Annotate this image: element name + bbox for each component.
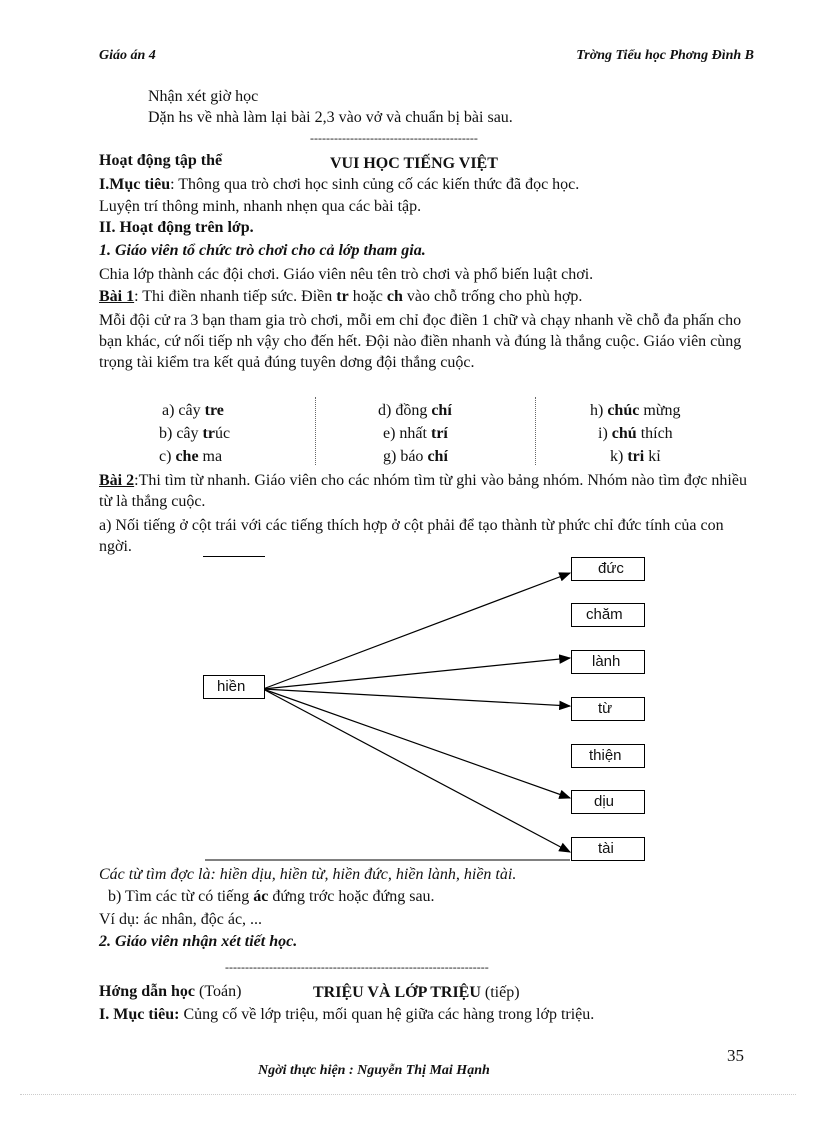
activity-heading: Hoạt động tập thể <box>99 152 223 169</box>
guide-title: TRIỆU VÀ LỚP TRIỆU <box>313 984 481 1001</box>
target-word: lành <box>592 653 621 670</box>
objective-label: I.Mục tiêu <box>99 176 171 193</box>
source-box <box>203 675 265 699</box>
subheading-2: 2. Giáo viên nhận xét tiết học. <box>99 933 298 950</box>
target-word: chăm <box>586 606 623 623</box>
header-left: Giáo án 4 <box>99 48 156 63</box>
bai1-paragraph: Mỗi đội cử ra 3 bạn tham gia trò chơi, mỗi em chỉ đọc điền 1 chữ và chạy nhanh về chỗ đa phấn cho bạn khác, cứ nối tiếp nh vậy cho đến hết. Đội nào điền nhanh và đúng là thắng cuộc. Giáo viên cùng trọng tài kiểm tra kết quả đúng tuyên dơng đội thắng cuộc. <box>99 312 742 371</box>
cell-pre: d) đồng <box>378 402 432 419</box>
cell-pre: h) <box>590 402 608 419</box>
target-word: từ <box>598 700 613 717</box>
cell-post: ma <box>198 448 223 465</box>
page-edge <box>20 1094 796 1095</box>
target-box-diu <box>571 790 645 814</box>
target-word: dịu <box>594 793 615 810</box>
cell-bold: tre <box>204 402 224 419</box>
guide-title-line <box>313 984 520 1002</box>
objective-line-2: Luyện trí thông minh, nhanh nhẹn qua các bài tập. <box>99 198 422 215</box>
arrow-to-lành <box>263 658 570 689</box>
cell-bold: trí <box>430 425 448 442</box>
intro-line-1: Nhận xét giờ học <box>148 88 259 105</box>
arrow-to-dịu <box>263 689 570 798</box>
cell-post: mừng <box>639 402 681 419</box>
bai1-tr: tr <box>336 288 349 305</box>
activity-title: VUI HỌC TIẾNG VIỆT <box>330 155 498 172</box>
target-box-cham <box>571 603 645 627</box>
arrow-to-từ <box>263 689 570 706</box>
guide-objective-line <box>99 1006 594 1024</box>
cell-bold: tr <box>202 425 215 442</box>
subheading-1-text: Chia lớp thành các đội chơi. Giáo viên nêu tên trò chơi và phổ biến luật chơi. <box>99 266 594 283</box>
target-word: tài <box>598 840 614 857</box>
cell-post: kỉ <box>644 448 661 465</box>
b-task-line <box>108 888 435 906</box>
guide-heading-line <box>99 983 241 1001</box>
target-word: đức <box>598 560 624 577</box>
guide-objective-text: Củng cố về lớp triệu, mối quan hệ giữa các hàng trong lớp triệu. <box>179 1006 595 1023</box>
cell-post: thích <box>636 425 673 442</box>
subheading-1: 1. Giáo viên tổ chức trò chơi cho cả lớp tham gia. <box>99 242 426 259</box>
guide-objective-label: I. Mục tiêu: <box>99 1006 180 1023</box>
source-word: hiền <box>217 678 246 695</box>
bai2-a-text: a) Nối tiếng ở cột trái với các tiếng thích hợp ở cột phải để tạo thành từ phức chỉ đức tính của con ngời. <box>99 517 724 555</box>
example-line: Ví dụ: ác nhân, độc ác, ... <box>99 911 263 928</box>
cell-bold: tri <box>627 448 645 465</box>
guide-heading-sub: (Toán) <box>195 983 242 1000</box>
bai1-text-c: vào chỗ trống cho phù hợp. <box>402 288 583 305</box>
bai1-text-b: hoặc <box>348 288 387 305</box>
page-number: 35 <box>727 1046 744 1065</box>
bai2-text: :Thi tìm từ nhanh. Giáo viên cho các nhóm tìm từ ghi vào bảng nhóm. Nhóm nào tìm đợc nhiều từ là thắng cuộc. <box>99 472 747 510</box>
objective-text: : Thông qua trò chơi học sinh củng cố các kiến thức đã đọc học. <box>170 176 580 193</box>
cell-pre: i) <box>598 425 612 442</box>
arrow-to-đức <box>263 573 570 689</box>
target-box-duc <box>571 557 645 581</box>
footer-author: Ngời thực hiện : Nguyễn Thị Mai Hạnh <box>258 1063 490 1078</box>
target-box-tai <box>571 837 645 861</box>
cell-bold: chí <box>427 448 448 465</box>
cell-pre: a) cây <box>162 402 205 419</box>
answers-line: Các từ tìm đợc là: hiền dịu, hiền từ, hiền đức, hiền lành, hiền tài. <box>99 866 517 883</box>
bai1-label: Bài 1 <box>99 288 135 305</box>
guide-heading: Hớng dẫn học <box>99 983 195 1000</box>
b-task-bold: ác <box>253 888 269 905</box>
cell-pre: k) <box>610 448 628 465</box>
target-box-thien <box>571 744 645 768</box>
b-task-pre: b) Tìm các từ có tiếng <box>108 888 254 905</box>
cell-pre: e) nhất <box>383 425 431 442</box>
cell-pre: b) cây <box>159 425 203 442</box>
cell-post: úc <box>214 425 231 442</box>
part2-heading: II. Hoạt động trên lớp. <box>99 219 254 236</box>
b-task-post: đứng trớc hoặc đứng sau. <box>268 888 435 905</box>
cell-pre: g) báo <box>383 448 428 465</box>
divider-2: ------------------------------------------------------------------ <box>225 960 489 974</box>
guide-title-sub: (tiếp) <box>480 984 520 1001</box>
bai2-label: Bài 2 <box>99 472 135 489</box>
cell-bold: che <box>175 448 199 465</box>
bai1-text-a: : Thi điền nhanh tiếp sức. Điền <box>134 288 337 305</box>
arrow-to-tài <box>263 689 570 852</box>
intro-line-2: Dặn hs về nhà làm lại bài 2,3 vào vở và chuẩn bị bài sau. <box>148 109 513 126</box>
cell-pre: c) <box>159 448 176 465</box>
cell-bold: chí <box>431 402 452 419</box>
header-right: Trờng Tiểu học Phơng Đình B <box>576 48 754 63</box>
cell-bold: chú <box>611 425 637 442</box>
target-box-lanh <box>571 650 645 674</box>
bai1-ch: ch <box>386 288 403 305</box>
divider-1: ------------------------------------------ <box>310 131 478 145</box>
target-box-tu <box>571 697 645 721</box>
target-word: thiện <box>589 747 622 764</box>
cell-bold: chúc <box>607 402 640 419</box>
